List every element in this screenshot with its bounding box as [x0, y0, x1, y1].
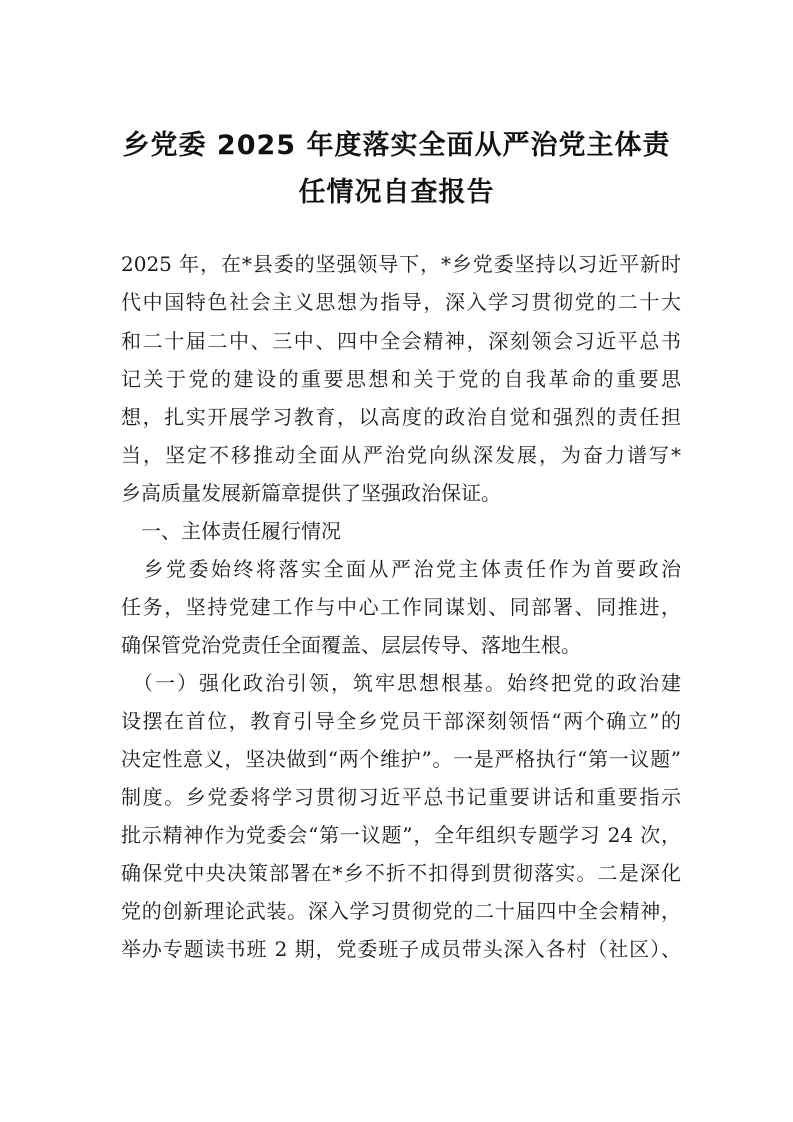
paragraph-section-line: 乡党委始终将落实全面从严治党主体责任作为首要政治	[121, 557, 681, 581]
paragraph-intro-line: 想，扎实开展学习教育，以高度的政治自觉和强烈的责任担	[121, 405, 681, 429]
paragraph-intro-line: 2025 年，在*县委的坚强领导下，*乡党委坚持以习近平新时	[121, 252, 681, 276]
document-title-line-2: 任情况自查报告	[298, 177, 495, 208]
document-title-line-1: 乡党委 2025 年度落实全面从严治党主体责	[122, 130, 671, 161]
paragraph-subsection-line: （一）强化政治引领，筑牢思想根基。始终把党的政治建	[121, 671, 681, 695]
paragraph-intro-line: 当，坚定不移推动全面从严治党向纵深发展，为奋力谱写*	[121, 443, 681, 467]
paragraph-subsection-line: 确保党中央决策部署在*乡不折不扣得到贯彻落实。二是深化	[121, 861, 681, 885]
paragraph-intro-line: 代中国特色社会主义思想为指导，深入学习贯彻党的二十大	[121, 290, 681, 314]
paragraph-subsection-line: 党的创新理论武装。深入学习贯彻党的二十届四中全会精神，	[121, 899, 681, 923]
paragraph-intro-line: 和二十届二中、三中、四中全会精神，深刻领会习近平总书	[121, 329, 681, 353]
paragraph-intro-line: 乡高质量发展新篇章提供了坚强政治保证。	[121, 481, 501, 505]
paragraph-subsection-line: 举办专题读书班 2 期，党委班子成员带头深入各村（社区）、	[121, 937, 681, 961]
paragraph-subsection-line: 批示精神作为党委会“第一议题”，全年组织专题学习 24 次，	[121, 823, 681, 847]
paragraph-subsection-line: 制度。乡党委将学习贯彻习近平总书记重要讲话和重要指示	[121, 785, 681, 809]
paragraph-section-line: 任务，坚持党建工作与中心工作同谋划、同部署、同推进，	[121, 595, 681, 619]
paragraph-section-line: 确保管党治党责任全面覆盖、层层传导、落地生根。	[121, 633, 581, 657]
paragraph-intro-line: 记关于党的建设的重要思想和关于党的自我革命的重要思	[121, 367, 681, 391]
paragraph-subsection-line: 设摆在首位，教育引导全乡党员干部深刻领悟“两个确立”的	[121, 709, 681, 733]
section-heading: 一、主体责任履行情况	[121, 519, 341, 543]
paragraph-subsection-line: 决定性意义，坚决做到“两个维护”。一是严格执行“第一议题”	[121, 747, 681, 771]
